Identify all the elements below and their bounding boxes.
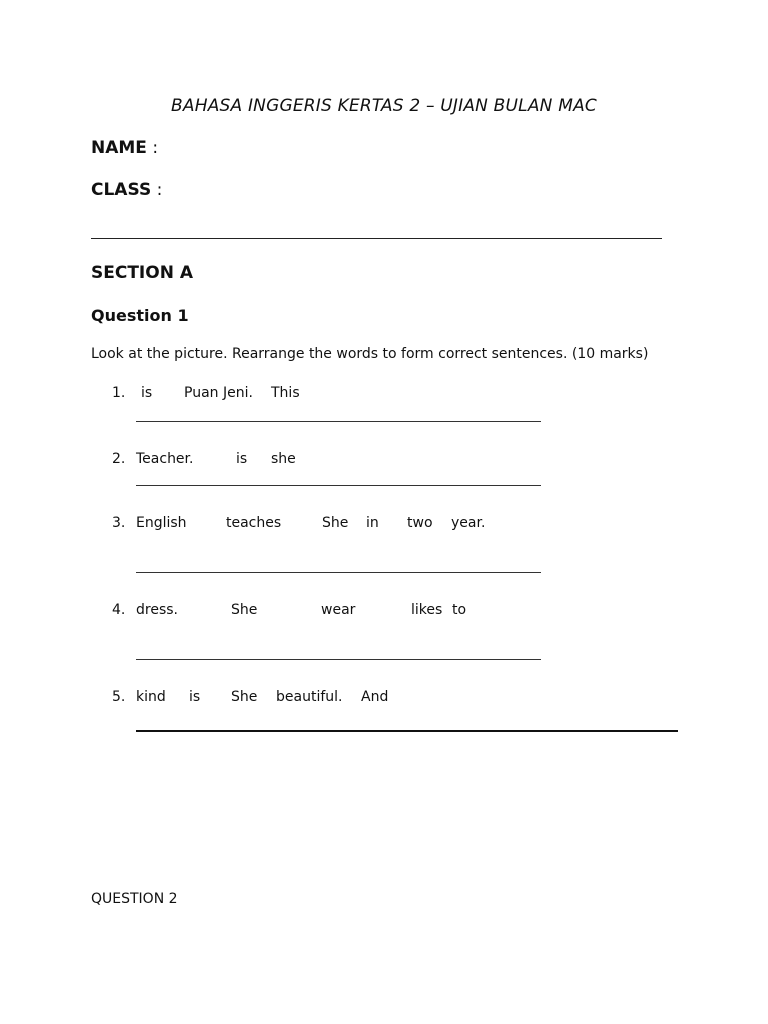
- item-number: 5.: [112, 689, 126, 705]
- class-separator: :: [156, 180, 163, 200]
- section-title: SECTION A: [91, 263, 194, 283]
- class-field: [91, 180, 162, 200]
- jumbled-word: is: [236, 451, 248, 467]
- jumbled-word: she: [271, 451, 296, 467]
- jumbled-word: Puan Jeni.: [184, 385, 253, 401]
- class-label: CLASS: [91, 180, 152, 200]
- name-field: [91, 138, 158, 158]
- jumbled-word: She: [231, 689, 258, 705]
- jumbled-word: is: [141, 385, 153, 401]
- question-1-instruction: Look at the picture. Rearrange the words to form correct sentences. (10 marks): [91, 346, 649, 362]
- jumbled-word: in: [366, 515, 379, 531]
- question-2-title: QUESTION 2: [91, 891, 178, 907]
- item-number: 2.: [112, 451, 126, 467]
- jumbled-word: teaches: [226, 515, 282, 531]
- jumbled-word: year.: [451, 515, 486, 531]
- jumbled-word: kind: [136, 689, 166, 705]
- item-number: 4.: [112, 602, 126, 618]
- jumbled-word: This: [271, 385, 300, 401]
- item-number: 1.: [112, 385, 126, 401]
- jumbled-word: Teacher.: [136, 451, 194, 467]
- answer-line[interactable]: [136, 485, 541, 486]
- jumbled-word: She: [231, 602, 258, 618]
- name-separator: :: [152, 138, 159, 158]
- answer-line[interactable]: [136, 421, 541, 422]
- jumbled-word: dress.: [136, 602, 178, 618]
- answer-line[interactable]: [136, 659, 541, 660]
- jumbled-word: She: [322, 515, 349, 531]
- jumbled-word: wear: [321, 602, 356, 618]
- answer-line[interactable]: [136, 730, 678, 732]
- jumbled-word: beautiful.: [276, 689, 343, 705]
- jumbled-word: English: [136, 515, 187, 531]
- jumbled-word: And: [361, 689, 389, 705]
- header-divider: [91, 238, 662, 239]
- page-title: BAHASA INGGERIS KERTAS 2 – UJIAN BULAN MAC: [171, 96, 597, 116]
- item-number: 3.: [112, 515, 126, 531]
- jumbled-word: is: [189, 689, 201, 705]
- answer-line[interactable]: [136, 572, 541, 573]
- jumbled-word: two: [407, 515, 433, 531]
- question-1-title: Question 1: [91, 306, 189, 325]
- name-label: NAME: [91, 138, 147, 158]
- jumbled-word: likes: [411, 602, 443, 618]
- jumbled-word: to: [452, 602, 467, 618]
